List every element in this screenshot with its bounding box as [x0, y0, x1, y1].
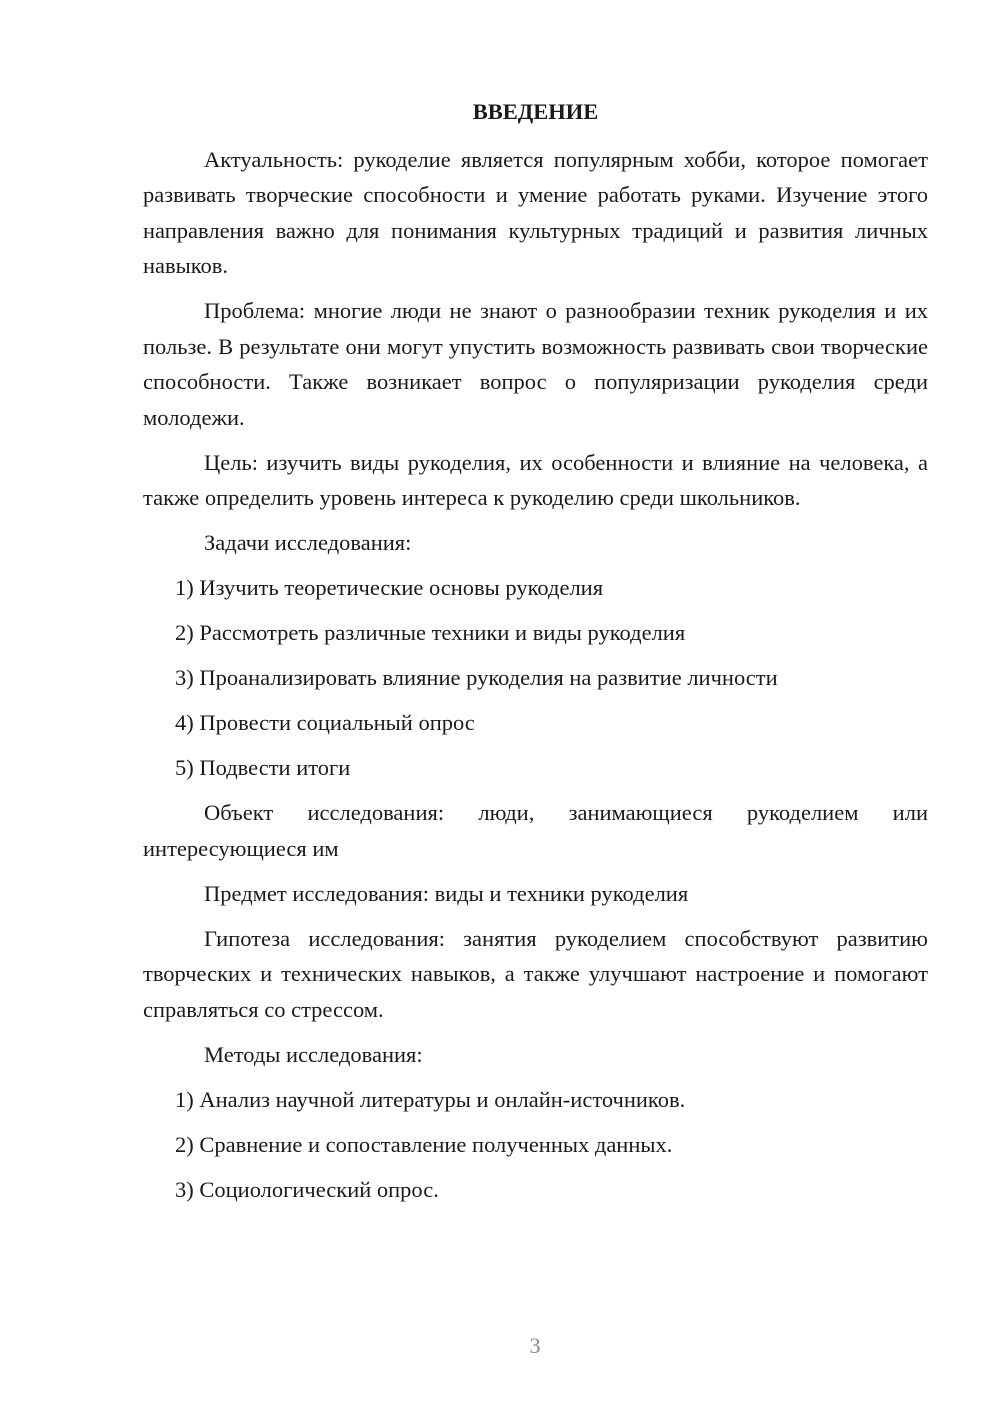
object-paragraph: Объект исследования: люди, занимающиеся рукоделием или интересующиеся им	[143, 800, 928, 861]
list-item: 4) Провести социальный опрос	[175, 710, 475, 735]
subject-paragraph: Предмет исследования: виды и техники рукоделия	[204, 880, 689, 906]
tasks-list	[143, 570, 928, 786]
tasks-heading: Задачи исследования:	[204, 530, 412, 555]
list-item: 3) Социологический опрос.	[175, 1176, 439, 1202]
methods-list	[143, 1082, 928, 1208]
methods-heading: Методы исследования:	[204, 1041, 423, 1067]
section-title: ВВЕДЕНИЕ	[472, 99, 599, 124]
list-item: 2) Рассмотреть различные техники и виды рукоделия	[175, 620, 686, 645]
list-item: 1) Анализ научной литературы и онлайн-источников.	[175, 1086, 686, 1112]
problem-paragraph: Проблема: многие люди не знают о разнообразии техник рукоделия и их пользе. В результате они могут упустить возможность развивать свои творческие способности. Также возникает вопрос о популяризации рукоделия среди молодежи.	[143, 298, 928, 430]
list-item: 3) Проанализировать влияние рукоделия на развитие личности	[175, 665, 778, 690]
goal-paragraph: Цель: изучить виды рукоделия, их особенности и влияние на человека, а также определить уровень интереса к рукоделию среди школьников.	[143, 449, 928, 510]
list-item: 5) Подвести итоги	[175, 755, 351, 780]
page-number: 3	[529, 1333, 541, 1358]
hypothesis-paragraph: Гипотеза исследования: занятия рукоделием способствуют развитию творческих и технических навыков, а также улучшают настроение и помогают справляться со стрессом.	[143, 925, 928, 1022]
relevance-paragraph: Актуальность: рукоделие является популярным хобби, которое помогает развивать творческие способности и умение работать руками. Изучение этого направления важно для понимания культурных традиций и развития личных навыков.	[143, 146, 928, 278]
list-item: 1) Изучить теоретические основы рукоделия	[175, 575, 604, 600]
list-item: 2) Сравнение и сопоставление полученных данных.	[175, 1131, 673, 1157]
page-content	[143, 94, 928, 1217]
